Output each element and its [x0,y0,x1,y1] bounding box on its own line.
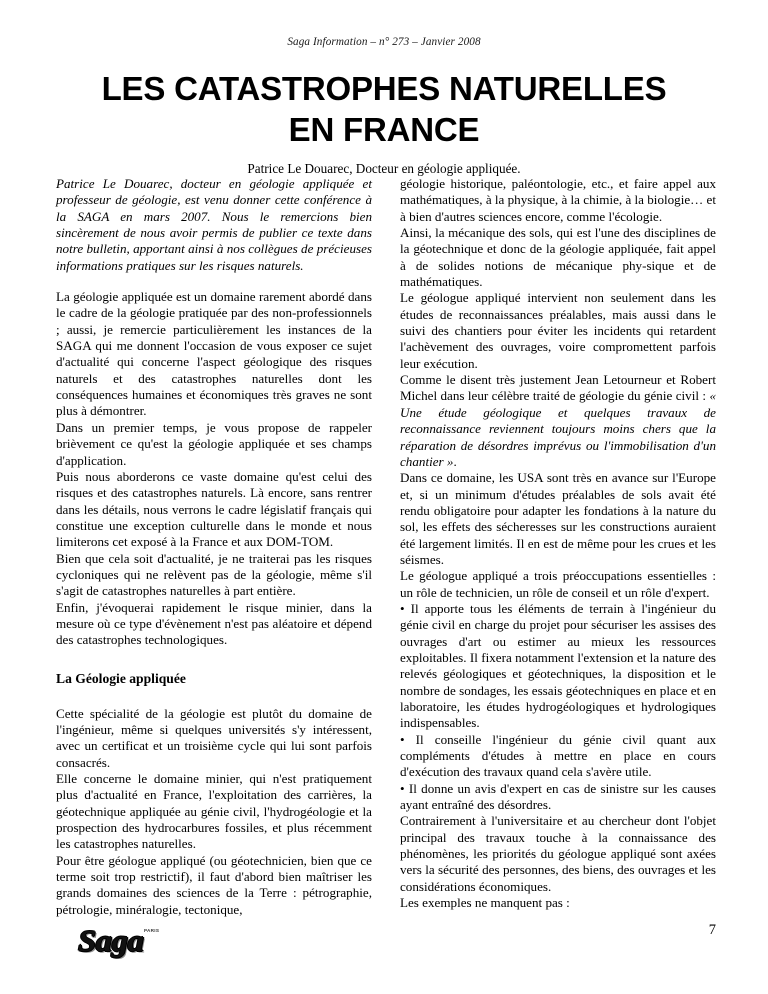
section-heading: La Géologie appliquée [56,670,186,686]
paragraph: Dans ce domaine, les USA sont très en avance sur l'Europe et, si un minimum d'études préalables de sols avait été rendu obligatoire pour adapter les fondations à la nature du sol, les effets des sécheresses sur les constructions auraient été largement limités. Il en est de même pour les crues et les séismes. [400,470,716,567]
paragraph: Le géologue appliqué a trois préoccupations essentielles : un rôle de technicien, un rôle de conseil et un rôle d'expert. [400,568,716,600]
paragraph: Cette spécialité de la géologie est plutôt du domaine de l'ingénieur, même si quelques universités s'y intéressent, avec un certificat et un troisième cycle qui lui sont parfois consacrés. [56,705,372,770]
page-title-line-1: LES CATASTROPHES NATURELLES [101,70,667,107]
running-head: Saga Information – n° 273 – Janvier 2008 [287,36,481,48]
title-block [48,68,720,177]
saga-logo-superscript: PARIS [144,928,160,933]
paragraph: Les exemples ne manquent pas : [400,895,570,911]
paragraph: Enfin, j'évoquerai rapidement le risque minier, dans la mesure où ce type d'évènement n'est pas aléatoire et dépend des catastrophes technologiques. [56,599,372,648]
paragraph: • Il conseille l'ingénieur du génie civil quant aux compléments d'études à mettre en place en cours d'exécution des travaux quand cela s'avère utile. [400,731,716,780]
intro-paragraph: Patrice Le Douarec, docteur en géologie appliquée et professeur de géologie, est venu donner cette conférence à la SAGA en mars 2007. Nous le remercions bien sincèrement de nous avoir permis de publier ce texte dans notre bulletin, apportant ainsi à nos collègues de précieuses informations pratiques sur les risques naturels. [56,176,372,273]
paragraph: Bien que cela soit d'actualité, je ne traiterai pas les risques cycloniques qui ne relèvent pas de la géologie, même s'il s'agit de catastrophes naturelles à part entière. [56,550,372,599]
page-footer [56,918,716,972]
quote-lead: Comme le disent très justement Jean Letourneur et Robert Michel dans leur célèbre traité de géologie du génie civil : [400,372,716,404]
paragraph: Elle concerne le domaine minier, qui n'est pratiquement plus d'actualité en France, l'exploitation des carrières, la géotechnique appliquée au génie civil, l'hydrogéologie et la prospection des hydrocarbures fossiles, et plus récemment les catastrophes naturelles. [56,771,372,852]
body-columns [56,176,716,918]
paragraph: Puis nous aborderons ce vaste domaine qu'est celui des risques et des catastrophes naturels. Là encore, sans rentrer dans les détails, nous verrons le cadre législatif français qui constitue une exception culturelle dans le monde et nous limiterons cet exposé à la France et aux DOM-TOM. [56,468,372,550]
quote-paragraph [400,372,716,470]
byline: Patrice Le Douarec, Docteur en géologie appliquée. [247,160,521,176]
heading-space [56,649,372,670]
saga-logo-text: Saga [78,923,144,958]
right-column [400,176,716,918]
paragraph: Le géologue appliqué intervient non seulement dans les études de reconnaissances préalables, mais aussi dans le suivi des chantiers pour éviter les incidents qui retardent l'achèvement des ouvrages, voire compromettent parfois leur exécution. [400,290,716,371]
paragraph-gap [56,274,372,289]
paragraph: Contrairement à l'universitaire et au chercheur dont l'objet principal des travaux touche à la connaissance des phénomènes, les priorités du géologue appliqué sont axées vers la sécurité des personnes, des biens, des ouvrages et les considérations économiques. [400,813,716,894]
saga-logo [78,924,170,958]
page-number: 7 [708,922,716,938]
page-title [48,68,720,151]
page-title-line-2: EN FRANCE [288,111,480,149]
paragraph: Ainsi, la mécanique des sols, qui est l'une des disciplines de la géotechnique et donc de la géologie appliquée, fait appel à de solides notions de mécanique phy-sique et de mathématiques. [400,225,716,290]
paragraph: géologie historique, paléontologie, etc., et faire appel aux mathématiques, à la physique, à la chimie, à la biologie… et à bien d'autres sciences encore, comme l'écologie. [400,176,716,224]
quote-tail: . [453,453,457,469]
paragraph: • Il apporte tous les éléments de terrain à l'ingénieur du génie civil en charge du projet pour sécuriser les assises des ouvrages d'art ou estimer au mieux les ressources exploitables. Il fixera notamment l'extension et la nature des relevés géologiques et géotechniques, la disposition et le nombre de sondages, les essais géotechniques en place et en laboratoire, les études hydrogéologiques et hydrologiques indispensables. [400,600,716,731]
paragraph: • Il donne un avis d'expert en cas de sinistre sur les causes ayant entraîné des désordres. [400,780,716,813]
paragraph: Dans un premier temps, je vous propose de rappeler brièvement ce qu'est la géologie appliquée et ses champs d'application. [56,419,372,468]
paragraph: Pour être géologue appliqué (ou géotechnicien, bien que ce terme soit trop restrictif), il faut d'abord bien maîtriser les grands domaines des sciences de la Terre : pétrographie, pétrologie, minéralogie, tectonique, [56,852,372,917]
left-column [56,176,372,918]
heading-space [56,687,372,706]
quote-text: « Une étude géologique et quelques travaux de reconnaissance reviennent toujours moins chers que la réparation de désordres imprévus ou l'immobilisation d'un chantier » [400,388,716,469]
paragraph: La géologie appliquée est un domaine rarement abordé dans le cadre de la géologie pratiquée par des non-professionnels ; aussi, je remercie particulièrement les instances de la SAGA qui me donnent l'occasion de vous exposer ce sujet d'actualité qui concerne l'aspect géologique des risques naturels et des catastrophes naturelles dont les conséquences humaines et économiques très graves ne sont plus à démontrer. [56,289,372,419]
